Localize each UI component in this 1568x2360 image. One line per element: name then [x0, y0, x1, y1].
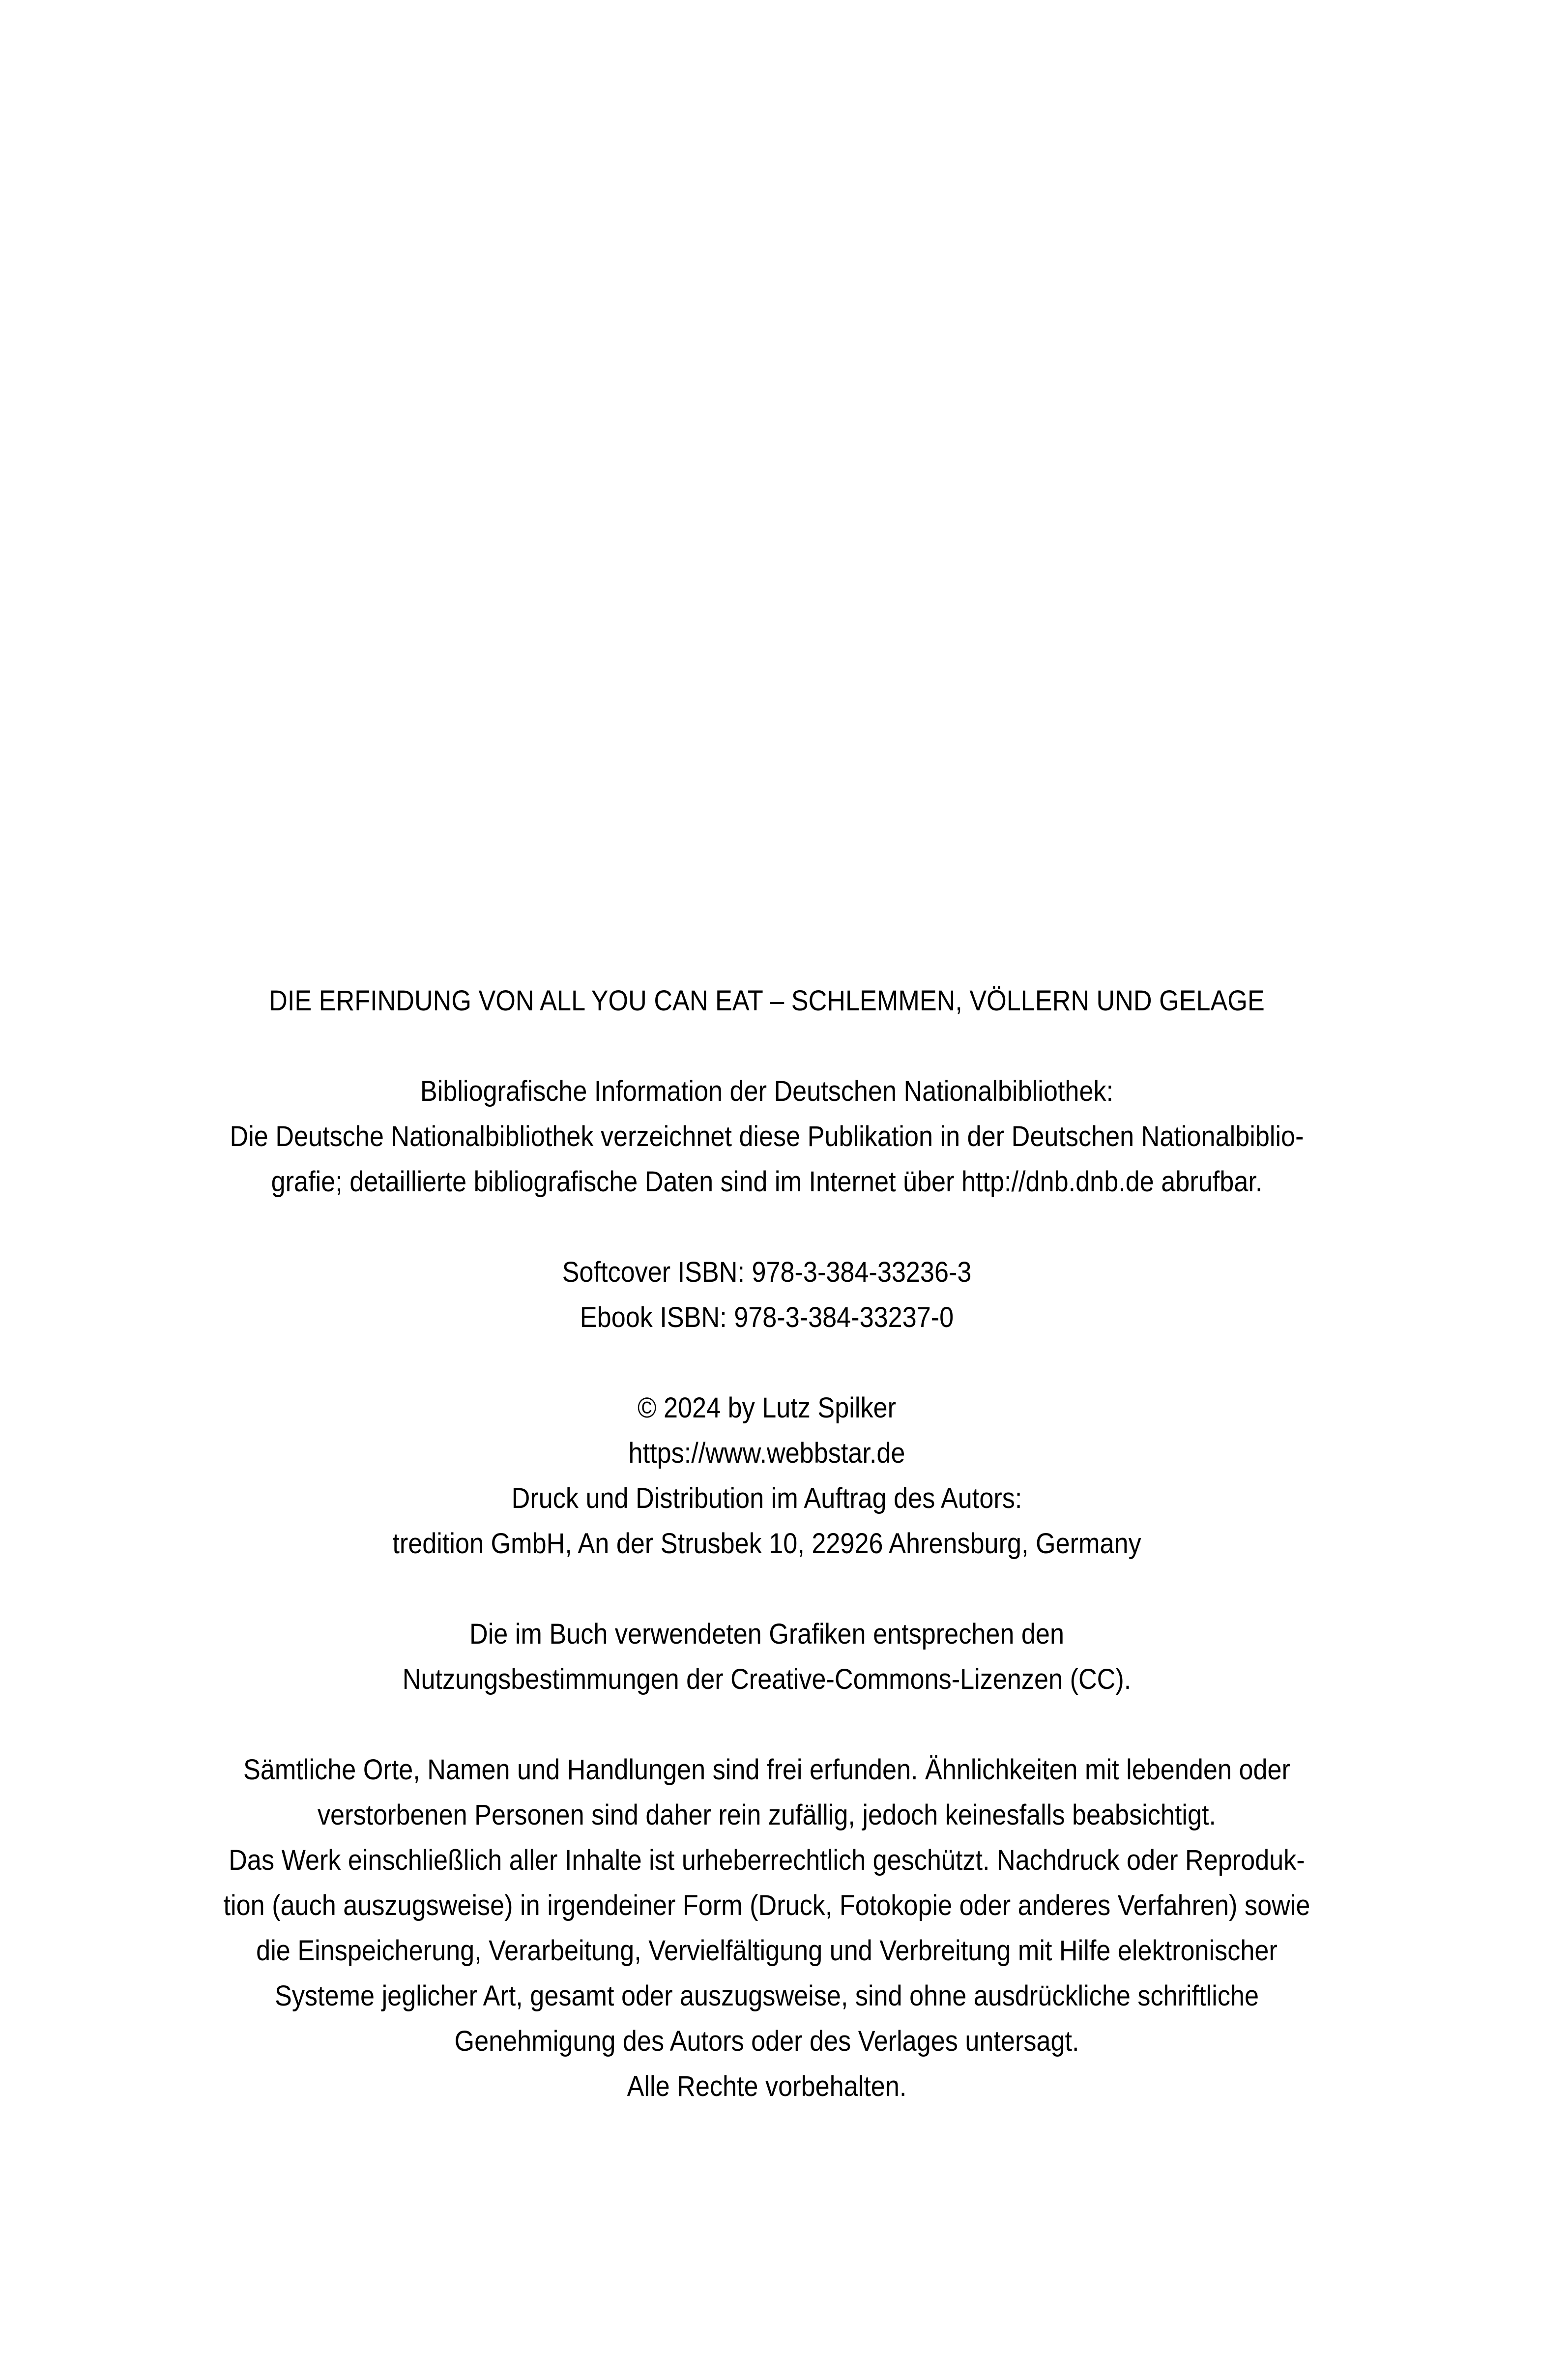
legal-notice [209, 1747, 1324, 2109]
publisher-block [209, 1386, 1324, 1566]
legal-line: verstorbenen Personen sind daher rein zufällig, jedoch keinesfalls beabsichtigt. [317, 1799, 1217, 1831]
imprint-block [209, 978, 1324, 2109]
spacer [209, 1024, 1324, 1069]
bibliographic-line: Die Deutsche Nationalbibliothek verzeichnet diese Publikation in der Deutschen Nationalbiblio- [230, 1121, 1304, 1152]
legal-line: Genehmigung des Autors oder des Verlages untersagt. [454, 2025, 1079, 2057]
ebook-isbn: Ebook ISBN: 978-3-384-33237-0 [580, 1301, 954, 1333]
spacer [209, 1702, 1324, 1747]
spacer [209, 1340, 1324, 1386]
bibliographic-line: grafie; detaillierte bibliografische Daten sind im Internet über http://dnb.dnb.de abrufbar. [271, 1166, 1263, 1198]
isbn-block [209, 1250, 1324, 1340]
copyright-line: © 2024 by Lutz Spilker [638, 1392, 896, 1424]
website-url: https://www.webbstar.de [628, 1437, 905, 1469]
graphics-notice [209, 1612, 1324, 1702]
spacer [209, 1566, 1324, 1612]
rights-reserved: Alle Rechte vorbehalten. [627, 2070, 907, 2102]
softcover-isbn: Softcover ISBN: 978-3-384-33236-3 [562, 1256, 972, 1288]
bibliographic-info [209, 1069, 1324, 1205]
book-title: DIE ERFINDUNG VON ALL YOU CAN EAT – SCHLEMMEN, VÖLLERN UND GELAGE [269, 985, 1265, 1017]
legal-line: Systeme jeglicher Art, gesamt oder auszugsweise, sind ohne ausdrückliche schriftliche [275, 1980, 1259, 2012]
bibliographic-heading: Bibliografische Information der Deutschen Nationalbibliothek: [420, 1075, 1114, 1107]
legal-line: Das Werk einschließlich aller Inhalte ist urheberrechtlich geschützt. Nachdruck oder Reproduk- [229, 1844, 1305, 1876]
legal-line: Sämtliche Orte, Namen und Handlungen sind frei erfunden. Ähnlichkeiten mit lebenden oder [243, 1754, 1290, 1786]
spacer [209, 1205, 1324, 1250]
publisher-address: tredition GmbH, An der Strusbek 10, 22926 Ahrensburg, Germany [392, 1528, 1141, 1560]
distribution-line: Druck und Distribution im Auftrag des Autors: [511, 1482, 1022, 1514]
graphics-notice-line: Nutzungsbestimmungen der Creative-Commons-Lizenzen (CC). [402, 1663, 1132, 1695]
legal-line: tion (auch auszugsweise) in irgendeiner Form (Druck, Fotokopie oder anderes Verfahren) sowie [223, 1889, 1310, 1921]
graphics-notice-line: Die im Buch verwendeten Grafiken entsprechen den [469, 1618, 1064, 1650]
legal-line: die Einspeicherung, Verarbeitung, Vervielfältigung und Verbreitung mit Hilfe elektronischer [256, 1935, 1278, 1967]
